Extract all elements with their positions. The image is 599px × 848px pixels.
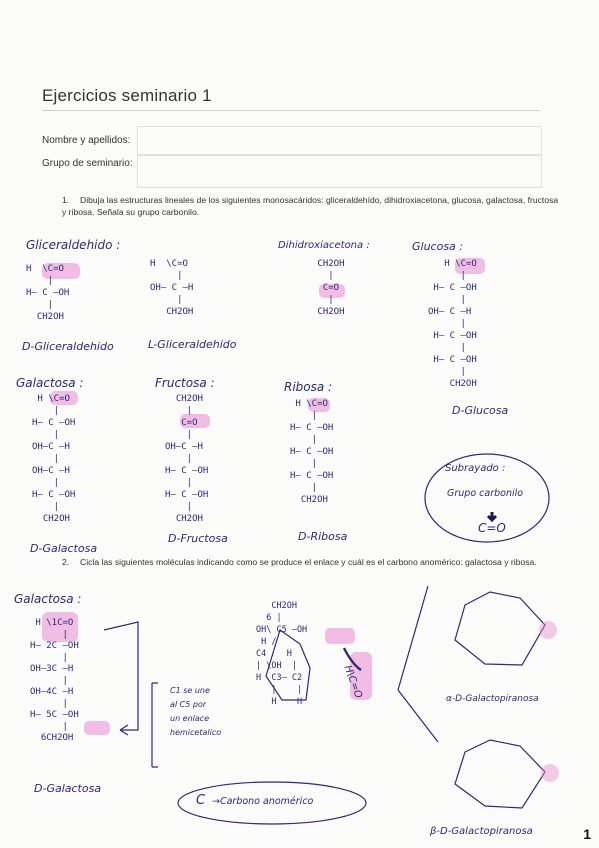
page-number: 1 xyxy=(583,826,591,842)
structure-d-galactosa: H \C=O | H— C —OH | OH—C —H | OH—C —H | H— C —OH | CH2OH xyxy=(32,394,76,524)
heading-glucosa: Glucosa : xyxy=(412,240,464,253)
bond-note: C1 se une al C5 por un enlace hemicetalico xyxy=(170,686,222,737)
structure-dihidroxiacetona: CH2OH | C=O | CH2OH xyxy=(317,259,345,317)
structure-d-ribosa: H \C=O | H— C —OH | H— C —OH | H— C —OH | CH2OH xyxy=(290,399,334,505)
structure-d-gliceraldehido: H \C=O | H— C —OH | CH2OH xyxy=(26,264,70,322)
note-formula: C=O xyxy=(478,521,506,535)
exercise-1-number: 1. xyxy=(62,195,70,205)
note-text: Grupo carbonilo xyxy=(447,488,524,499)
group-label: Grupo de seminario: xyxy=(42,158,133,169)
caption-beta-anomer: β-D-Galactopiranosa xyxy=(430,826,533,837)
anomeric-highlight xyxy=(539,621,557,639)
caption-d-fructosa: D-Fructosa xyxy=(168,532,228,545)
ring-closure-arrow xyxy=(104,622,138,730)
caption-alpha-anomer: α-D-Galactopiranosa xyxy=(446,694,539,704)
heading-fructosa: Fructosa : xyxy=(155,376,215,390)
alpha-branch-arrow xyxy=(398,586,428,690)
caption-l-gliceraldehido: L-Gliceraldehido xyxy=(148,338,237,351)
legend-symbol: C xyxy=(196,793,206,808)
caption-linear-galactosa: D-Galactosa xyxy=(34,782,102,795)
structure-intermediate: CH2OH 6 | OH\ C5 —OH H / C4 H | \OH | H C3— C2 | | H H xyxy=(256,601,308,707)
beta-branch-arrow xyxy=(398,690,438,742)
heading-galactosa-2: Galactosa : xyxy=(14,592,82,606)
exercise-2-number: 2. xyxy=(62,557,70,567)
legend-text: →Carbono anomérico xyxy=(212,796,314,807)
exercise-2-instruction xyxy=(62,556,562,568)
alpha-ring xyxy=(455,592,545,665)
structure-d-fructosa: CH2OH | C=O | OH—C —H | H— C —OH | H— C —OH | CH2OH xyxy=(165,394,209,524)
heading-dihidroxiacetona: Dihidroxiacetona : xyxy=(278,240,370,251)
caption-d-ribosa: D-Ribosa xyxy=(298,530,348,543)
name-label: Nombre y apellidos: xyxy=(42,135,131,146)
note-bracket xyxy=(152,683,158,767)
caption-d-galactosa: D-Galactosa xyxy=(30,542,98,555)
caption-d-glucosa: D-Glucosa xyxy=(452,404,509,417)
hydroxyl-highlight xyxy=(84,721,110,735)
down-arrow-icon xyxy=(488,512,496,520)
caption-d-gliceraldehido: D-Gliceraldehido xyxy=(22,340,114,353)
beta-ring xyxy=(455,740,545,808)
carbonyl-fragment: H\C=O xyxy=(341,664,364,700)
anomeric-highlight xyxy=(541,764,559,782)
structure-linear-galactosa: H \1C=O | H— 2C —OH | OH—3C —H | OH—4C —H | H— 5C —OH | 6CH2OH xyxy=(30,618,79,743)
exercise-1-text: Dibuja las estructuras lineales de los siguientes monosacáridos: gliceraldehído, dihidroxiacetona, glucosa, galactosa, fructosa y ribosa. Señala su grupo carbonilo. xyxy=(62,195,559,217)
heading-ribosa: Ribosa : xyxy=(284,380,333,394)
note-title: Subrayado : xyxy=(445,463,506,474)
structure-l-gliceraldehido: H \C=O | OH— C —H | CH2OH xyxy=(150,259,194,317)
exercise-2-text: Cicla las siguientes moléculas indicando como se produce el enlace y cuál es el carbono anomérico: galactosa y ribosa. xyxy=(80,557,537,567)
heading-gliceraldehido: Gliceraldehido : xyxy=(26,238,121,252)
heading-galactosa: Galactosa : xyxy=(16,376,84,390)
hydroxyl-highlight xyxy=(325,628,355,644)
page-title: Ejercicios seminario 1 xyxy=(42,86,212,105)
structure-d-glucosa: H \C=O | H— C —OH | OH— C —H | H— C —OH | H— C —OH | CH2OH xyxy=(428,259,477,389)
